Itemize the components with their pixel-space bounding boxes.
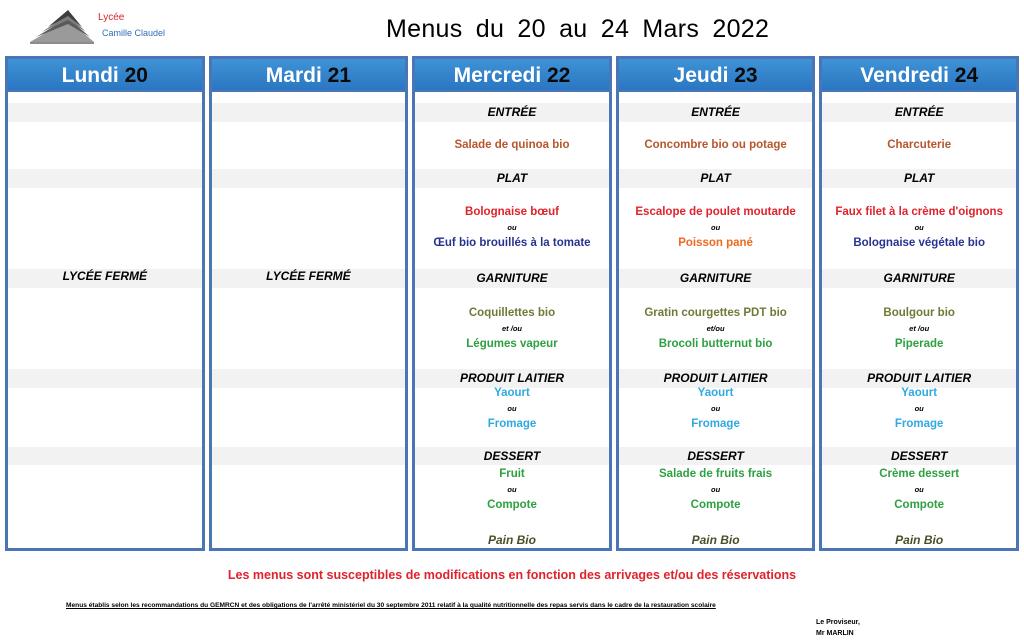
dessert-dish-2: Compote [487,499,537,511]
band [212,369,406,388]
garniture-dish-2: Brocoli butternut bio [658,338,773,350]
bread-label: Pain Bio [691,533,740,547]
garniture-dish-1: Boulgour bio [883,307,955,319]
laitier-separator: ou [710,404,721,413]
signature-role: Le Proviseur, [816,619,860,626]
band [8,103,202,122]
section-dessert-label: DESSERT [890,449,948,463]
section-entree-label: ENTRÉE [691,105,740,119]
laitier-dish-2: Fromage [894,418,944,430]
day-number: 20 [124,64,148,87]
plat-dish-1: Faux filet à la crème d'oignons [835,206,1003,218]
logo-line-1: Lycée [98,12,125,23]
dessert-dish-1: Crème dessert [879,468,960,480]
day-column-thursday [616,56,816,551]
day-header [822,59,1016,92]
laitier-separator: ou [507,404,517,413]
section-garniture-label: GARNITURE [883,271,955,285]
plat-separator: ou [710,223,721,232]
day-name: ardi [283,64,328,87]
laitier-dish-1: Yaourt [697,387,734,399]
closed-label: LYCÉE FERMÉ [266,269,351,283]
day-initial: J [673,64,686,87]
dessert-dish-2: Compote [690,499,741,511]
day-header [619,59,813,92]
plat-dish-2: Bolognaise végétale bio [853,237,985,249]
bread-label: Pain Bio [895,533,944,547]
section-dessert-label: DESSERT [483,449,541,463]
building-logo-icon [28,6,98,46]
plat-separator: ou [914,223,924,232]
section-plat-label: PLAT [903,171,935,185]
logo-line-2: Camille Claudel [102,28,166,38]
school-logo [28,6,166,46]
day-name: eudi [685,64,735,87]
laitier-dish-1: Yaourt [901,387,938,399]
band [212,169,406,188]
day-initial: M [453,64,472,87]
section-garniture-label: GARNITURE [679,271,752,285]
day-number: 21 [327,64,351,87]
dessert-separator: ou [914,485,924,494]
signature-name: Mr MARLIN [816,630,854,637]
dessert-dish-1: Salade de fruits frais [659,468,773,480]
garniture-dish-2: Piperade [894,338,944,350]
garniture-separator: et /ou [909,324,930,333]
day-header [8,59,202,92]
day-name: endredi [873,64,955,87]
plat-dish-2: Œuf bio brouillés à la tomate [433,237,591,249]
day-header [415,59,609,92]
day-header [212,59,406,92]
laitier-separator: ou [914,404,924,413]
garniture-separator: et /ou [501,324,522,333]
dessert-dish-1: Fruit [499,468,525,480]
dessert-separator: ou [710,485,721,494]
entree-dish: Concombre bio ou potage [644,139,787,151]
band [8,169,202,188]
plat-dish-1: Bolognaise bœuf [465,206,559,218]
band [212,447,406,465]
closed-label: LYCÉE FERMÉ [62,269,148,283]
garniture-dish-1: Coquillettes bio [468,307,556,319]
day-number: 23 [734,64,758,87]
day-column-friday [819,56,1019,551]
day-initial: V [860,64,874,87]
section-laitier-label: PRODUIT LAITIER [663,371,768,385]
entree-dish: Salade de quinoa bio [454,139,570,151]
legal-footnote: Menus établis selon les recommandations du GEMRCN et des obligations de l'arrêté ministériel du 30 septembre 2011 relatif à la qualité nutritionnelle des repas servis dans le cadre de la restauration scolaire [66,602,716,609]
plat-separator: ou [507,223,517,232]
garniture-separator: et/ou [706,324,725,333]
section-entree-label: ENTRÉE [894,105,944,119]
day-initial: L [61,64,75,87]
section-laitier-label: PRODUIT LAITIER [867,371,972,385]
menu-grid [5,56,1019,551]
plat-dish-1: Escalope de poulet moutarde [635,206,796,218]
section-garniture-label: GARNITURE [476,271,548,285]
day-number: 24 [954,64,979,87]
band [8,447,202,465]
laitier-dish-1: Yaourt [494,387,530,399]
day-column-tuesday [209,56,409,551]
bread-label: Pain Bio [487,533,536,547]
day-initial: M [265,64,284,87]
garniture-dish-1: Gratin courgettes PDT bio [644,307,787,319]
dessert-separator: ou [507,485,517,494]
laitier-dish-2: Fromage [487,418,537,430]
section-plat-label: PLAT [700,171,731,185]
modification-notice: Les menus sont susceptibles de modifications en fonction des arrivages et/ou des réservations [227,568,797,582]
garniture-dish-2: Légumes vapeur [466,338,558,350]
entree-dish: Charcuterie [887,139,952,151]
plat-dish-2: Poisson pané [678,237,753,249]
band [212,103,406,122]
page-title: Menus du 20 au 24 Mars 2022 [386,15,770,43]
dessert-dish-2: Compote [894,499,945,511]
day-column-monday [5,56,205,551]
band [8,369,202,388]
section-entree-label: ENTRÉE [487,105,537,119]
day-name: ercredi [471,64,547,87]
day-column-wednesday [412,56,612,551]
section-dessert-label: DESSERT [687,449,744,463]
day-number: 22 [547,64,571,87]
day-name: undi [74,64,125,87]
section-laitier-label: PRODUIT LAITIER [459,371,564,385]
laitier-dish-2: Fromage [691,418,740,430]
section-plat-label: PLAT [496,171,528,185]
